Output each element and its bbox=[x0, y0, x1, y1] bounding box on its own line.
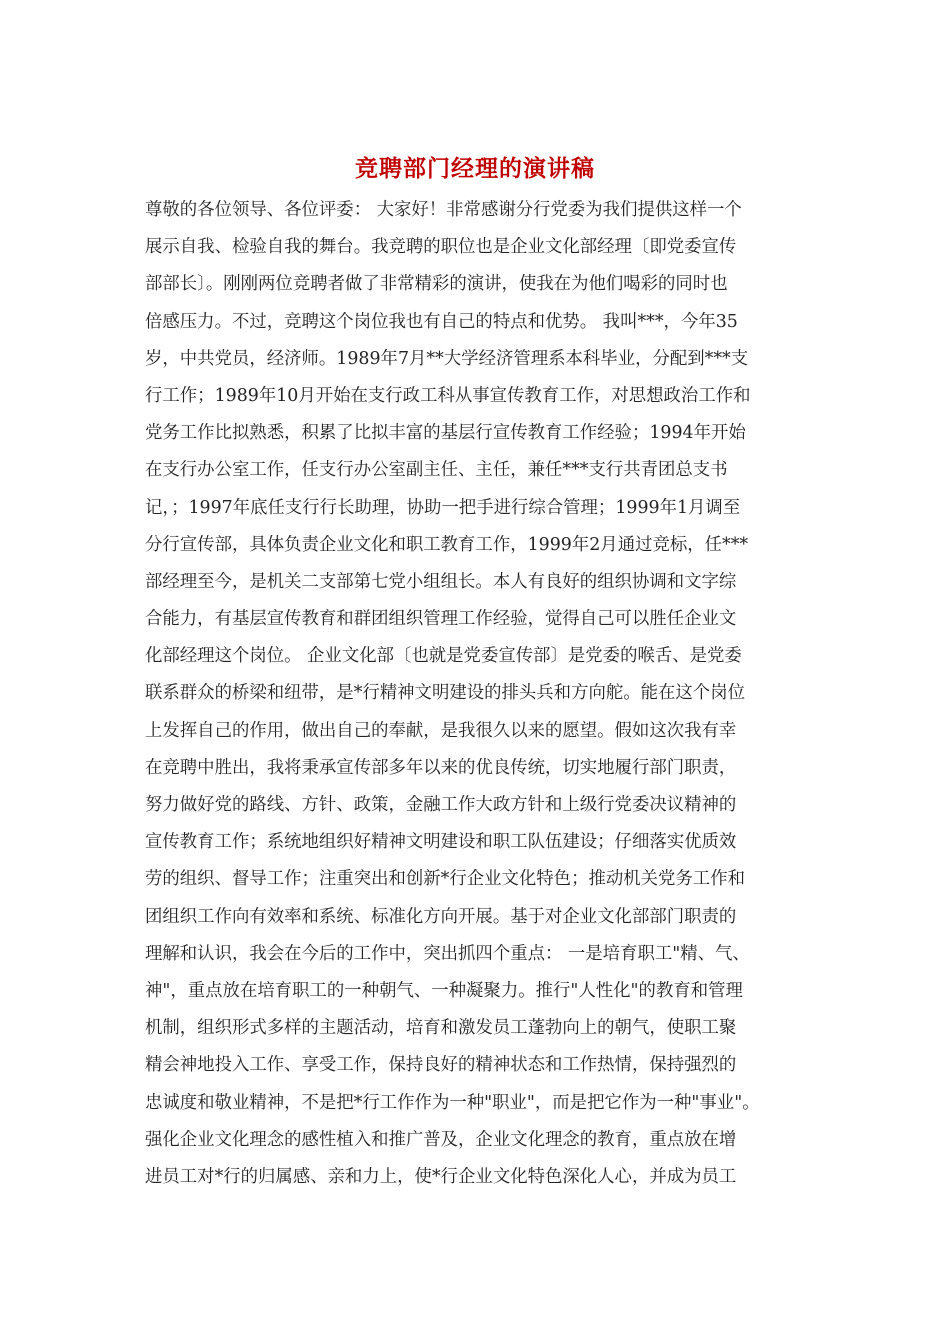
body-line: 部部长〕。刚刚两位竞聘者做了非常精彩的演讲，使我在为他们喝彩的同时也 bbox=[145, 274, 728, 295]
body-line: 团组织工作向有效率和系统、标准化方向开展。基于对企业文化部部门职责的 bbox=[145, 906, 737, 927]
body-line: 尊敬的各位领导、各位评委： 大家好！非常感谢分行党委为我们提供这样一个 bbox=[145, 200, 742, 220]
body-line: 部经理至今，是机关二支部第七党小组组长。本人有良好的组织协调和文字综 bbox=[145, 571, 737, 592]
body-line: 劳的组织、督导工作；注重突出和创新*行企业文化特色；推动机关党务工作和 bbox=[145, 869, 745, 890]
body-line: 化部经理这个岗位。 企业文化部〔也就是党委宣传部〕是党委的喉舌、是党委 bbox=[145, 646, 742, 667]
body-line: 忠诚度和敬业精神，不是把*行工作作为一种"职业"，而是把它作为一种"事业"。 bbox=[145, 1092, 760, 1113]
body-line: 在竞聘中胜出，我将秉承宣传部多年以来的优良传统，切实地履行部门职责， bbox=[145, 757, 737, 778]
body-line: 合能力，有基层宣传教育和群团组织管理工作经验，觉得自己可以胜任企业文 bbox=[145, 609, 737, 630]
body-line: 进员工对*行的归属感、亲和力上，使*行企业文化特色深化人心，并成为员工 bbox=[145, 1166, 737, 1187]
body-line: 机制，组织形式多样的主题活动，培育和激发员工蓬勃向上的朝气，使职工聚 bbox=[145, 1018, 737, 1039]
document-title: 竞聘部门经理的演讲稿 bbox=[355, 156, 595, 182]
body-line: 岁，中共党员，经济师。1989年7月**大学经济管理系本科毕业，分配到***支 bbox=[145, 348, 749, 369]
body-line: 宣传教育工作；系统地组织好精神文明建设和职工队伍建设；仔细落实优质效 bbox=[145, 832, 737, 853]
body-line: 在支行办公室工作，任支行办公室副主任、主任，兼任***支行共青团总支书 bbox=[145, 460, 728, 481]
body-line: 记，；1997年底任支行行长助理，协助一把手进行综合管理；1999年1月调至 bbox=[145, 497, 741, 518]
body-line: 上发挥自己的作用，做出自己的奉献，是我很久以来的愿望。假如这次我有幸 bbox=[145, 720, 737, 741]
body-line: 行工作；1989年10月开始在支行政工科从事宣传教育工作，对思想政治工作和 bbox=[145, 385, 751, 406]
body-line: 党务工作比拟熟悉，积累了比拟丰富的基层行宣传教育工作经验；1994年开始 bbox=[145, 423, 746, 444]
body-line: 神"，重点放在培育职工的一种朝气、一种凝聚力。推行"人性化"的教育和管理 bbox=[145, 980, 743, 1001]
body-line: 强化企业文化理念的感性植入和推广普及，企业文化理念的教育，重点放在增 bbox=[145, 1129, 737, 1150]
document-body bbox=[145, 192, 810, 1196]
body-line: 理解和认识，我会在今后的工作中，突出抓四个重点： 一是培育职工"精、气、 bbox=[145, 943, 750, 964]
body-line: 联系群众的桥梁和纽带，是*行精神文明建设的排头兵和方向舵。能在这个岗位 bbox=[145, 683, 745, 704]
body-line: 倍感压力。不过，竞聘这个岗位我也有自己的特点和优势。 我叫***，今年35 bbox=[145, 311, 738, 332]
body-line: 分行宣传部，具体负责企业文化和职工教育工作，1999年2月通过竞标，任*** bbox=[145, 534, 749, 555]
body-line: 精会神地投入工作、享受工作，保持良好的精神状态和工作热情，保持强烈的 bbox=[145, 1055, 737, 1076]
body-line: 努力做好党的路线、方针、政策，金融工作大政方针和上级行党委决议精神的 bbox=[145, 795, 737, 815]
body-line: 展示自我、检验自我的舞台。我竞聘的职位也是企业文化部经理〔即党委宣传 bbox=[145, 237, 737, 258]
